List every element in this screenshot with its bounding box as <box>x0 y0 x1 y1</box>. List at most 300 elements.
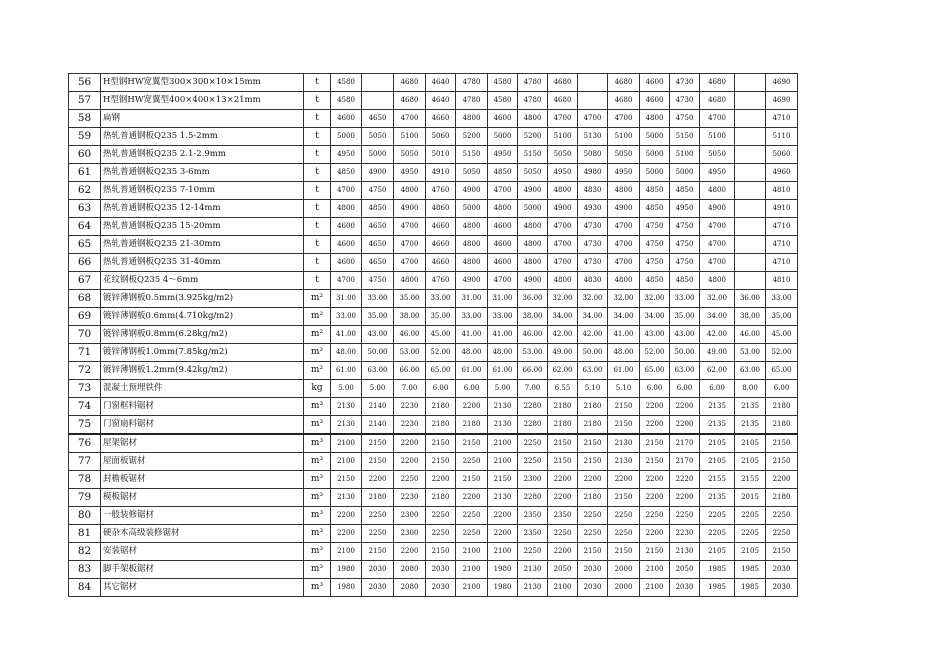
table-row <box>69 164 798 182</box>
price-cell <box>735 146 766 164</box>
unit: t <box>304 200 331 218</box>
price-cell: 2100 <box>456 561 488 579</box>
price-cell: 2105 <box>735 434 766 453</box>
material-name: 混凝土预埋铁件 <box>101 380 304 398</box>
price-cell: 2130 <box>331 416 362 435</box>
price-cell: 4600 <box>488 110 518 128</box>
unit: t <box>304 182 331 200</box>
price-cell: 2180 <box>766 489 798 507</box>
price-cell: 33.00 <box>456 308 488 326</box>
price-cell: 33.00 <box>331 308 362 326</box>
price-cell: 42.00 <box>578 326 608 344</box>
price-cell: 41.00 <box>488 326 518 344</box>
price-cell: 2180 <box>578 416 608 435</box>
price-cell: 4600 <box>640 74 670 92</box>
price-cell: 4800 <box>548 272 578 290</box>
price-cell: 61.00 <box>488 362 518 380</box>
price-cell: 4750 <box>362 182 394 200</box>
price-cell: 2200 <box>548 471 578 489</box>
price-cell: 5000 <box>640 146 670 164</box>
price-cell: 2250 <box>394 471 426 489</box>
price-cell: 2250 <box>456 453 488 471</box>
price-cell: 4580 <box>331 74 362 92</box>
unit: t <box>304 272 331 290</box>
table-row <box>69 254 798 272</box>
price-cell: 2105 <box>700 453 735 471</box>
table-row <box>69 344 798 362</box>
price-cell: 4700 <box>394 254 426 272</box>
price-cell: 6.00 <box>640 380 670 398</box>
price-cell: 4580 <box>488 74 518 92</box>
price-cell: 4900 <box>608 200 640 218</box>
price-cell: 2250 <box>362 525 394 543</box>
price-cell: 4950 <box>394 164 426 182</box>
unit: m³ <box>304 453 331 471</box>
price-cell: 4680 <box>548 74 578 92</box>
material-name: H型钢HW宽翼型400×400×13×21mm <box>101 92 304 110</box>
table-row <box>69 398 798 416</box>
price-cell: 63.00 <box>735 362 766 380</box>
price-cell: 4710 <box>766 254 798 272</box>
price-cell: 32.00 <box>578 290 608 308</box>
material-name: 热轧普通钢板Q235 15-20mm <box>101 218 304 236</box>
price-cell: 2000 <box>608 579 640 597</box>
price-cell: 2250 <box>608 507 640 525</box>
price-cell: 1980 <box>331 579 362 597</box>
price-cell: 2250 <box>518 543 548 561</box>
price-cell: 32.00 <box>640 290 670 308</box>
material-name: 一般装修锯材 <box>101 507 304 525</box>
price-cell: 2180 <box>426 489 456 507</box>
price-cell: 2100 <box>488 543 518 561</box>
price-cell: 32.00 <box>608 290 640 308</box>
price-cell: 4900 <box>548 200 578 218</box>
unit: t <box>304 164 331 182</box>
price-cell: 4730 <box>670 92 700 110</box>
price-cell: 2200 <box>488 507 518 525</box>
price-cell: 4690 <box>766 74 798 92</box>
table-row <box>69 92 798 110</box>
price-cell: 6.00 <box>426 380 456 398</box>
price-cell: 4950 <box>488 146 518 164</box>
price-cell: 34.00 <box>608 308 640 326</box>
unit: t <box>304 110 331 128</box>
price-cell: 2150 <box>608 398 640 416</box>
row-number: 62 <box>69 182 101 200</box>
price-cell: 4900 <box>518 182 548 200</box>
table-row <box>69 290 798 308</box>
price-cell: 1980 <box>331 561 362 579</box>
price-cell: 4800 <box>518 218 548 236</box>
material-name: 热轧普通钢板Q235 2.1-2.9mm <box>101 146 304 164</box>
price-cell: 2200 <box>640 471 670 489</box>
row-number: 56 <box>69 74 101 92</box>
price-cell: 2200 <box>456 489 488 507</box>
row-number: 76 <box>69 434 101 453</box>
price-cell: 4810 <box>766 182 798 200</box>
price-cell: 2200 <box>456 398 488 416</box>
price-cell: 5000 <box>518 200 548 218</box>
price-cell: 36.00 <box>735 290 766 308</box>
unit: t <box>304 146 331 164</box>
material-name: 安装锯材 <box>101 543 304 561</box>
unit: m³ <box>304 543 331 561</box>
price-cell: 53.00 <box>518 344 548 362</box>
price-cell: 5050 <box>518 164 548 182</box>
price-cell: 2205 <box>700 525 735 543</box>
price-cell: 2105 <box>700 543 735 561</box>
price-cell: 2205 <box>735 525 766 543</box>
price-cell: 52.00 <box>766 344 798 362</box>
price-cell: 2200 <box>548 489 578 507</box>
table-row <box>69 579 798 597</box>
price-cell: 4800 <box>608 182 640 200</box>
row-number: 77 <box>69 453 101 471</box>
price-cell: 2180 <box>362 489 394 507</box>
price-cell: 62.00 <box>548 362 578 380</box>
price-cell: 4650 <box>362 218 394 236</box>
price-cell: 2200 <box>670 398 700 416</box>
price-cell: 4660 <box>426 110 456 128</box>
material-name: H型钢HW宽翼型300×300×10×15mm <box>101 74 304 92</box>
price-cell: 2030 <box>766 561 798 579</box>
price-cell: 61.00 <box>331 362 362 380</box>
price-cell: 2130 <box>670 543 700 561</box>
price-cell: 2030 <box>426 579 456 597</box>
price-cell <box>578 74 608 92</box>
price-cell: 49.00 <box>548 344 578 362</box>
table-row <box>69 272 798 290</box>
price-cell <box>735 164 766 182</box>
price-cell: 2130 <box>488 398 518 416</box>
price-cell: 5150 <box>456 146 488 164</box>
table-row <box>69 525 798 543</box>
price-cell: 4700 <box>700 254 735 272</box>
price-cell: 53.00 <box>394 344 426 362</box>
price-cell: 4800 <box>394 182 426 200</box>
price-cell: 2300 <box>394 507 426 525</box>
row-number: 67 <box>69 272 101 290</box>
price-cell: 33.00 <box>670 290 700 308</box>
price-cell: 4850 <box>640 182 670 200</box>
price-cell: 4710 <box>766 236 798 254</box>
price-cell: 2135 <box>700 416 735 435</box>
price-cell: 4700 <box>608 110 640 128</box>
price-cell: 5080 <box>578 146 608 164</box>
row-number: 75 <box>69 416 101 435</box>
price-cell: 2200 <box>331 525 362 543</box>
price-cell: 46.00 <box>394 326 426 344</box>
price-cell: 2000 <box>608 561 640 579</box>
price-cell: 4650 <box>362 254 394 272</box>
price-cell: 4830 <box>578 182 608 200</box>
price-cell: 4950 <box>331 146 362 164</box>
price-cell: 4760 <box>426 182 456 200</box>
table-row <box>69 489 798 507</box>
price-cell: 62.00 <box>700 362 735 380</box>
price-cell: 4750 <box>670 218 700 236</box>
price-cell: 2150 <box>426 543 456 561</box>
table-row <box>69 507 798 525</box>
price-cell: 5050 <box>456 164 488 182</box>
price-cell: 35.00 <box>394 290 426 308</box>
unit: t <box>304 254 331 272</box>
price-cell: 4800 <box>456 254 488 272</box>
price-cell: 2150 <box>426 453 456 471</box>
price-cell: 2230 <box>394 489 426 507</box>
price-cell: 6.00 <box>456 380 488 398</box>
price-cell: 43.00 <box>362 326 394 344</box>
price-cell: 2200 <box>548 543 578 561</box>
price-cell <box>362 74 394 92</box>
price-cell: 2150 <box>640 453 670 471</box>
price-cell: 2105 <box>700 434 735 453</box>
price-cell: 38.00 <box>735 308 766 326</box>
price-cell: 5000 <box>670 164 700 182</box>
price-cell: 2280 <box>518 489 548 507</box>
table-row <box>69 200 798 218</box>
price-cell: 4850 <box>670 272 700 290</box>
price-cell: 4600 <box>640 92 670 110</box>
row-number: 70 <box>69 326 101 344</box>
price-cell: 2150 <box>766 434 798 453</box>
price-cell: 4780 <box>518 74 548 92</box>
price-cell: 4700 <box>331 182 362 200</box>
price-cell: 1985 <box>735 561 766 579</box>
price-cell: 50.00 <box>578 344 608 362</box>
price-cell: 2230 <box>394 416 426 435</box>
price-cell: 65.00 <box>766 362 798 380</box>
row-number: 58 <box>69 110 101 128</box>
price-cell: 2030 <box>766 579 798 597</box>
row-number: 64 <box>69 218 101 236</box>
price-cell: 2150 <box>362 434 394 453</box>
unit: m³ <box>304 434 331 453</box>
price-cell: 2130 <box>331 398 362 416</box>
price-cell: 4600 <box>331 218 362 236</box>
price-cell: 48.00 <box>608 344 640 362</box>
price-cell: 1980 <box>488 561 518 579</box>
price-cell <box>362 92 394 110</box>
price-cell: 34.00 <box>548 308 578 326</box>
price-cell <box>735 272 766 290</box>
price-cell: 4850 <box>640 272 670 290</box>
price-cell: 4680 <box>608 74 640 92</box>
price-cell: 4850 <box>488 164 518 182</box>
price-table <box>68 73 798 597</box>
price-cell <box>735 254 766 272</box>
price-cell: 2150 <box>640 434 670 453</box>
price-cell: 6.00 <box>670 380 700 398</box>
price-cell: 2200 <box>426 471 456 489</box>
price-cell: 2280 <box>518 398 548 416</box>
price-cell: 2280 <box>518 416 548 435</box>
price-cell: 35.00 <box>766 308 798 326</box>
price-cell: 5100 <box>608 128 640 146</box>
price-cell: 4900 <box>456 272 488 290</box>
material-name: 热轧普通钢板Q235 3-6mm <box>101 164 304 182</box>
row-number: 74 <box>69 398 101 416</box>
row-number: 63 <box>69 200 101 218</box>
price-cell: 2130 <box>518 579 548 597</box>
price-cell: 2080 <box>394 561 426 579</box>
price-cell: 4800 <box>394 272 426 290</box>
material-name: 封檐板锯材 <box>101 471 304 489</box>
price-cell: 52.00 <box>426 344 456 362</box>
table-row <box>69 561 798 579</box>
price-cell: 2100 <box>488 453 518 471</box>
price-cell: 4700 <box>331 272 362 290</box>
price-cell: 2180 <box>766 416 798 435</box>
price-cell: 2200 <box>670 489 700 507</box>
price-cell: 2350 <box>518 525 548 543</box>
price-cell: 65.00 <box>640 362 670 380</box>
price-cell: 8.00 <box>735 380 766 398</box>
price-cell: 4760 <box>426 272 456 290</box>
price-cell: 4800 <box>456 110 488 128</box>
price-cell: 4730 <box>578 236 608 254</box>
price-cell: 5100 <box>548 128 578 146</box>
material-name: 热轧普通钢板Q235 12-14mm <box>101 200 304 218</box>
price-cell: 1985 <box>735 579 766 597</box>
price-cell: 4700 <box>548 236 578 254</box>
unit: m² <box>304 308 331 326</box>
price-cell: 33.00 <box>426 290 456 308</box>
price-cell: 2135 <box>700 398 735 416</box>
unit: t <box>304 74 331 92</box>
table-row <box>69 236 798 254</box>
price-cell: 4960 <box>766 164 798 182</box>
price-cell: 5.00 <box>488 380 518 398</box>
price-cell: 4950 <box>700 164 735 182</box>
price-cell: 4700 <box>608 218 640 236</box>
price-cell: 2250 <box>578 507 608 525</box>
price-cell: 4700 <box>608 254 640 272</box>
price-cell: 4850 <box>362 200 394 218</box>
price-cell: 4900 <box>700 200 735 218</box>
price-cell: 2250 <box>426 525 456 543</box>
unit: kg <box>304 380 331 398</box>
price-cell: 48.00 <box>456 344 488 362</box>
price-cell: 2250 <box>548 525 578 543</box>
table-row <box>69 543 798 561</box>
price-cell: 5050 <box>548 146 578 164</box>
price-cell: 52.00 <box>640 344 670 362</box>
price-cell: 41.00 <box>331 326 362 344</box>
price-cell: 4850 <box>640 200 670 218</box>
material-name: 镀锌薄钢板1.0mm(7.85kg/m2) <box>101 344 304 362</box>
price-cell: 4690 <box>766 92 798 110</box>
material-name: 镀锌薄钢板1.2mm(9.42kg/m2) <box>101 362 304 380</box>
price-cell: 2100 <box>331 434 362 453</box>
price-cell: 4700 <box>700 110 735 128</box>
price-cell: 63.00 <box>362 362 394 380</box>
unit: m² <box>304 344 331 362</box>
unit: t <box>304 236 331 254</box>
material-name: 脚手架板锯材 <box>101 561 304 579</box>
price-cell: 7.00 <box>518 380 548 398</box>
price-cell: 2155 <box>700 471 735 489</box>
price-cell: 2030 <box>670 579 700 597</box>
price-cell: 34.00 <box>578 308 608 326</box>
price-cell: 63.00 <box>670 362 700 380</box>
price-cell: 2135 <box>735 416 766 435</box>
price-cell <box>735 200 766 218</box>
row-number: 81 <box>69 525 101 543</box>
row-number: 59 <box>69 128 101 146</box>
unit: m³ <box>304 507 331 525</box>
price-cell: 4680 <box>394 74 426 92</box>
price-cell: 4650 <box>362 236 394 254</box>
price-cell: 4660 <box>426 236 456 254</box>
material-name: 热轧普通钢板Q235 31-40mm <box>101 254 304 272</box>
price-cell: 2050 <box>548 561 578 579</box>
price-cell: 2130 <box>488 489 518 507</box>
price-cell: 4600 <box>331 236 362 254</box>
unit: t <box>304 218 331 236</box>
price-cell: 4900 <box>362 164 394 182</box>
price-cell: 2150 <box>608 416 640 435</box>
price-cell: 5.10 <box>608 380 640 398</box>
price-cell: 2180 <box>426 416 456 435</box>
price-cell: 2030 <box>362 579 394 597</box>
price-cell: 4750 <box>670 236 700 254</box>
price-cell: 4710 <box>766 218 798 236</box>
price-cell: 2250 <box>578 525 608 543</box>
price-cell <box>578 92 608 110</box>
row-number: 60 <box>69 146 101 164</box>
price-cell: 1985 <box>700 579 735 597</box>
price-cell: 5200 <box>518 128 548 146</box>
row-number: 68 <box>69 290 101 308</box>
unit: m² <box>304 290 331 308</box>
price-cell: 2250 <box>608 525 640 543</box>
price-cell: 6.55 <box>548 380 578 398</box>
price-cell: 32.00 <box>548 290 578 308</box>
price-cell: 2130 <box>608 453 640 471</box>
price-cell: 5150 <box>518 146 548 164</box>
price-cell: 61.00 <box>456 362 488 380</box>
price-cell: 4600 <box>488 218 518 236</box>
price-cell: 33.00 <box>362 290 394 308</box>
price-cell: 31.00 <box>331 290 362 308</box>
price-cell: 38.00 <box>518 308 548 326</box>
price-cell: 2080 <box>394 579 426 597</box>
price-cell: 66.00 <box>518 362 548 380</box>
material-name: 镀锌薄钢板0.6mm(4.710kg/m2) <box>101 308 304 326</box>
price-cell: 4700 <box>700 236 735 254</box>
material-name: 模板锯材 <box>101 489 304 507</box>
price-cell: 2250 <box>362 507 394 525</box>
price-cell: 2200 <box>394 453 426 471</box>
price-cell: 65.00 <box>426 362 456 380</box>
price-cell: 4800 <box>518 236 548 254</box>
price-cell: 4800 <box>518 254 548 272</box>
table-row <box>69 453 798 471</box>
price-cell: 5200 <box>456 128 488 146</box>
price-cell: 2250 <box>518 434 548 453</box>
price-cell: 2250 <box>766 525 798 543</box>
price-cell: 2200 <box>578 471 608 489</box>
price-cell: 5060 <box>766 146 798 164</box>
price-cell: 2155 <box>735 471 766 489</box>
price-cell: 4800 <box>456 218 488 236</box>
price-cell: 2180 <box>456 416 488 435</box>
unit: m³ <box>304 579 331 597</box>
price-cell: 2135 <box>735 398 766 416</box>
material-name: 硬杂木高级装修锯材 <box>101 525 304 543</box>
price-cell: 31.00 <box>456 290 488 308</box>
